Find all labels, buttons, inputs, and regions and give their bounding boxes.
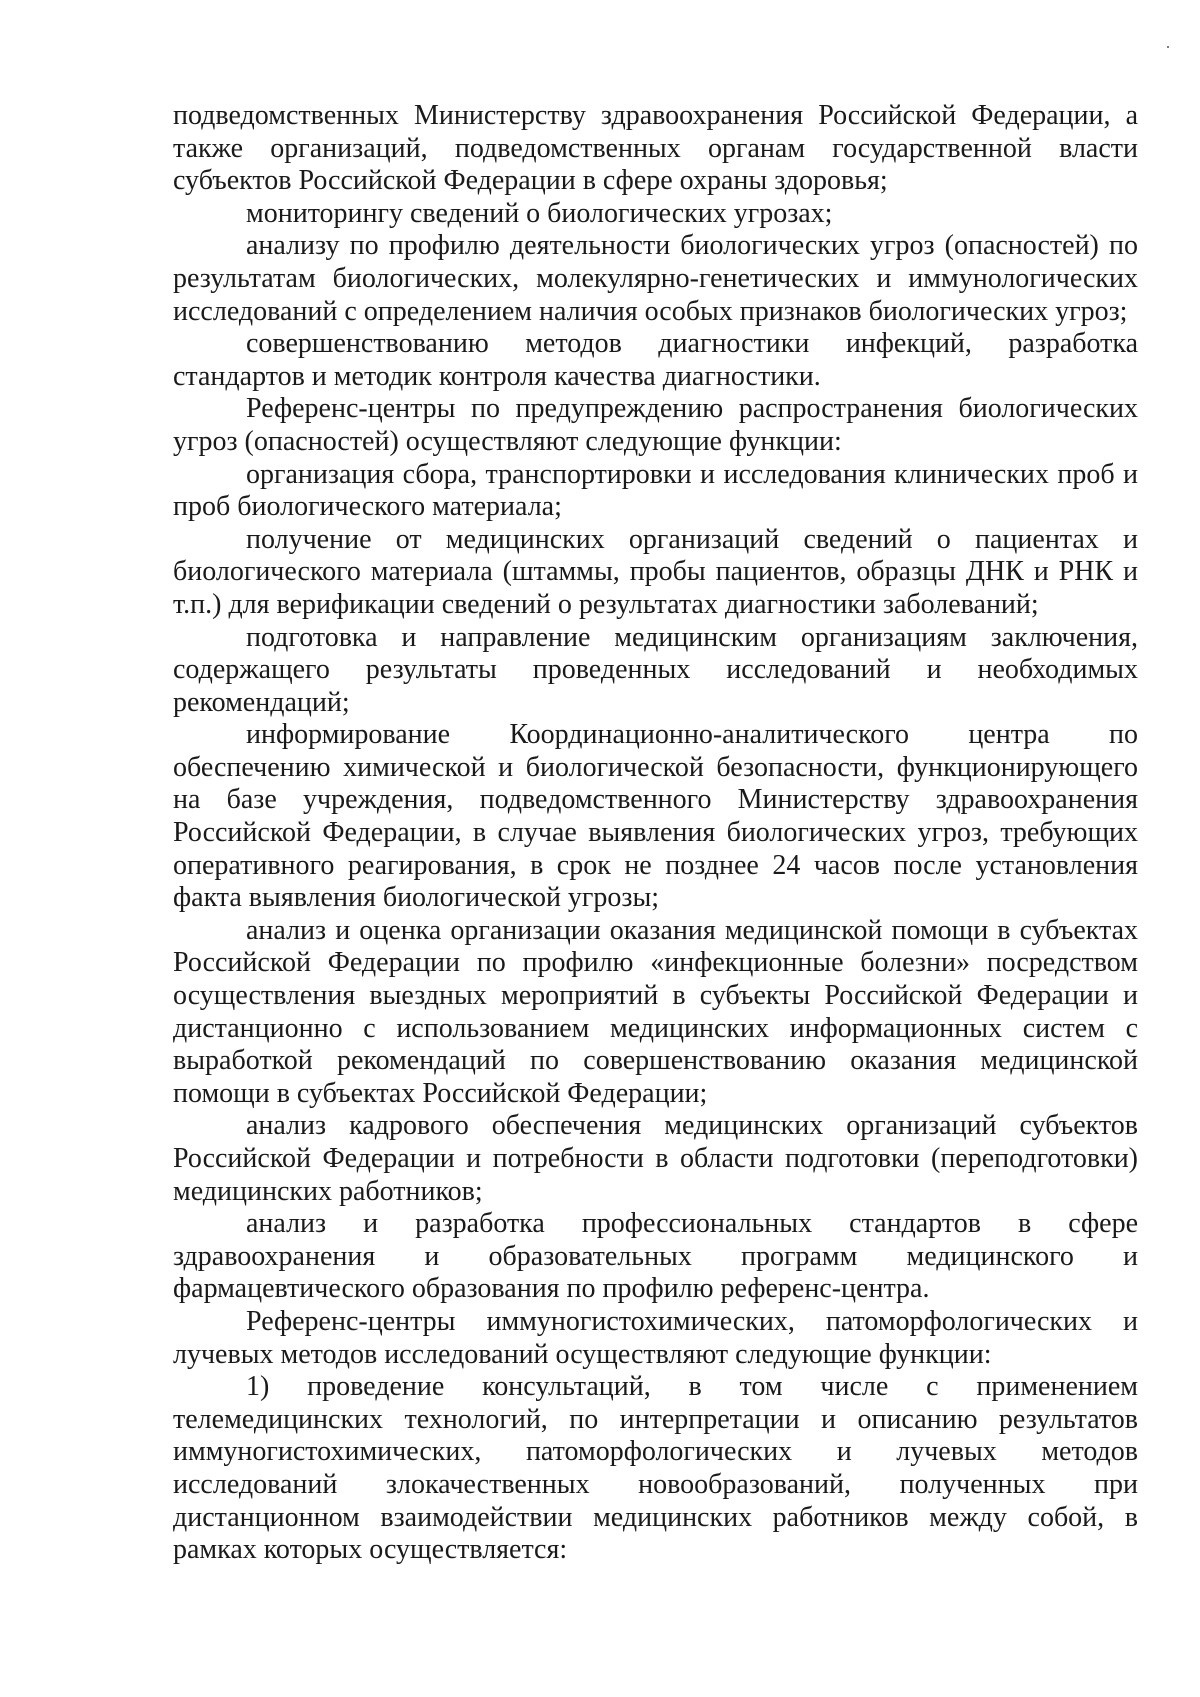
paragraph: организация сбора, транспортировки и исследования клинических проб и проб биологического материала; <box>173 458 1138 523</box>
paragraph: подведомственных Министерству здравоохранения Российской Федерации, а также организаций, подведомственных органам государственной власти субъектов Российской Федерации в сфере охраны здоровья; <box>173 100 1138 197</box>
scan-speck <box>1167 46 1169 48</box>
paragraph: мониторингу сведений о биологических угрозах; <box>246 197 833 229</box>
document-body <box>173 100 1138 1567</box>
paragraph: получение от медицинских организаций сведений о пациентах и биологического материала (штаммы, пробы пациентов, образцы ДНК и РНК и т.п.) для верификации сведений о результатах диагностики заболеваний; <box>173 523 1138 620</box>
paragraph: 1) проведение консультаций, в том числе с применением телемедицинских технологий, по интерпретации и описанию результатов иммуногистохимических, патоморфологических и лучевых методов исследований злокачественных новообразований, полученных при дистанционном взаимодействии медицинских работников между собой, в рамках которых осуществляется: <box>173 1371 1138 1566</box>
paragraph: Референс-центры иммуногистохимических, патоморфологических и лучевых методов исследований осуществляют следующие функции: <box>173 1305 1138 1370</box>
paragraph: совершенствованию методов диагностики инфекций, разработка стандартов и методик контроля качества диагностики. <box>173 328 1138 392</box>
paragraph: анализ и оценка организации оказания медицинской помощи в субъектах Российской Федерации по профилю «инфекционные болезни» посредством осуществления выездных мероприятий в субъекты Российской Федерации и дистанционно с использованием медицинских информационных систем с выработкой рекомендаций по совершенствованию оказания медицинской помощи в субъектах Российской Федерации; <box>173 914 1138 1109</box>
paragraph: информирование Координационно-аналитического центра по обеспечению химической и биологической безопасности, функционирующего на базе учреждения, подведомственного Министерству здравоохранения Российской Федерации, в случае выявления биологических угроз, требующих оперативного реагирования, в срок не позднее 24 часов после установления факта выявления биологической угрозы; <box>173 719 1138 914</box>
paragraph: анализу по профилю деятельности биологических угроз (опасностей) по результатам биологических, молекулярно-генетических и иммунологических исследований с определением наличия особых признаков биологических угроз; <box>173 230 1138 327</box>
paragraph: Референс-центры по предупреждению распространения биологических угроз (опасностей) осуществляют следующие функции: <box>173 393 1138 457</box>
paragraph: анализ кадрового обеспечения медицинских организаций субъектов Российской Федерации и потребности в области подготовки (переподготовки) медицинских работников; <box>173 1110 1138 1207</box>
paragraph: анализ и разработка профессиональных стандартов в сфере здравоохранения и образовательных программ медицинского и фармацевтического образования по профилю референс-центра. <box>173 1208 1138 1305</box>
paragraph: подготовка и направление медицинским организациям заключения, содержащего результаты проведенных исследований и необходимых рекомендаций; <box>173 621 1138 718</box>
